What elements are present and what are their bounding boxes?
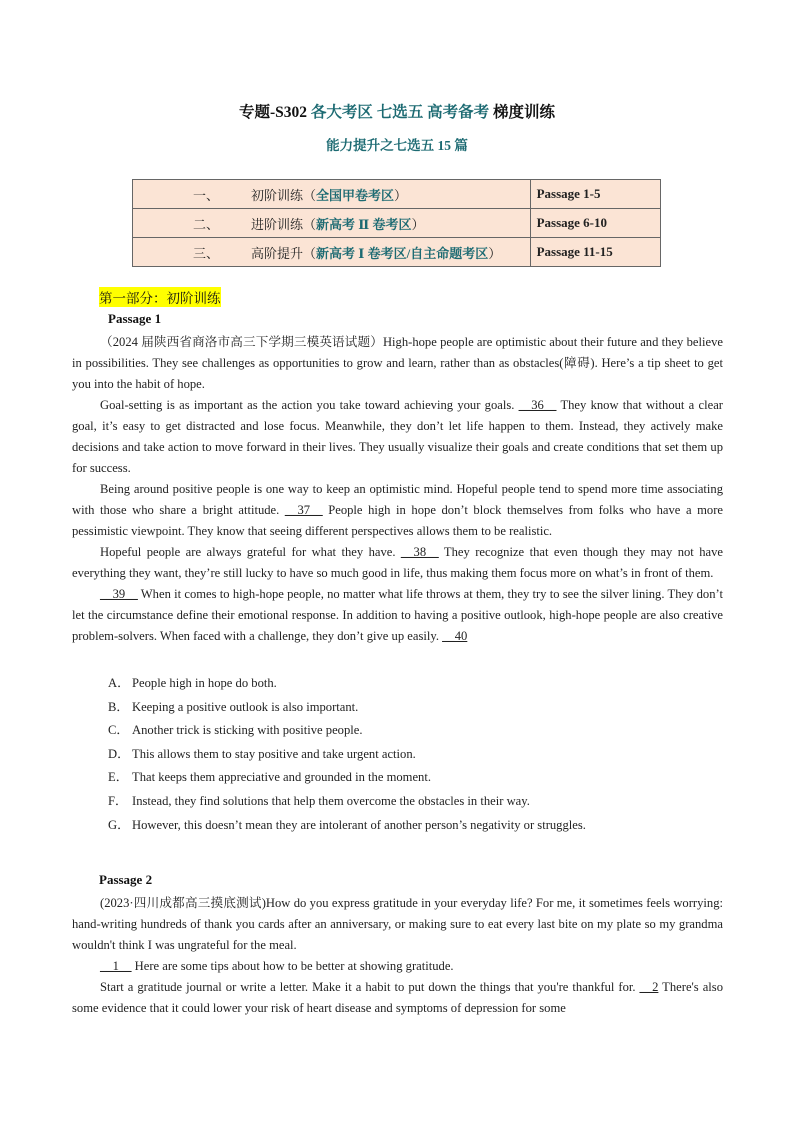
paragraph <box>72 479 723 542</box>
paragraph-text: Being around positive people is one way to keep an optimistic mind. Hopeful people tend to spend more time associating with those who share a bright attitude. <box>72 482 723 517</box>
level-number: 三、 <box>193 245 220 261</box>
option-letter: E． <box>108 770 129 785</box>
passage-1-body <box>72 332 723 647</box>
passage-range: Passage 11-15 <box>530 238 660 267</box>
blank-37: __37__ <box>284 503 323 517</box>
paragraph <box>72 332 723 395</box>
blank-38: __38__ <box>400 545 439 559</box>
paragraph <box>72 893 723 956</box>
level-close: ） <box>411 216 425 232</box>
level-cell <box>133 180 531 209</box>
option-letter: B． <box>108 699 129 714</box>
paragraph <box>72 395 723 479</box>
level-name: 进阶训练（ <box>251 216 317 232</box>
paragraph-text: Here are some tips about how to be better at showing gratitude. <box>131 959 454 973</box>
paragraph-text: When it comes to high-hope people, no matter what life throws at them, they try to see the silver lining. They don’t let the circumstance define their emotional response. In addition to having a positive outlook, high-hope people are also creative problem-solvers. When faced with a challenge, they don’t give up easily. <box>72 587 723 643</box>
option-text: People high in hope do both. <box>132 676 277 690</box>
level-name: 高阶提升（ <box>251 245 317 261</box>
option-item <box>108 743 586 767</box>
options-list <box>108 672 586 837</box>
level-name: 初阶训练（ <box>251 187 317 203</box>
option-letter: A． <box>108 676 130 690</box>
level-cell <box>133 238 531 267</box>
blank-1: __1__ <box>100 959 132 973</box>
table-row <box>133 209 661 238</box>
paragraph-text: Start a gratitude journal or write a letter. Make it a habit to put down the things that you're thankful for. <box>100 980 640 994</box>
option-text: That keeps them appreciative and grounded in the moment. <box>132 770 432 785</box>
option-text: Keeping a positive outlook is also important. <box>132 699 359 714</box>
option-text: However, this doesn’t mean they are intolerant of another person’s negativity or struggles. <box>132 817 586 832</box>
passage-2-title: Passage 2 <box>99 872 153 887</box>
level-close: ） <box>394 187 408 203</box>
title-prefix: 专题-S302 <box>238 104 311 121</box>
level-cell <box>133 209 531 238</box>
document-subtitle: 能力提升之七选五 15 篇 <box>326 138 468 153</box>
title-suffix: 梯度训练 <box>489 104 556 121</box>
passage-1-title: Passage 1 <box>108 311 162 326</box>
paragraph <box>72 956 723 977</box>
option-text: Another trick is sticking with positive people. <box>132 723 363 738</box>
levels-table <box>132 179 661 267</box>
document-title <box>0 100 794 122</box>
passage-range: Passage 1-5 <box>530 180 660 209</box>
passage-range: Passage 6-10 <box>530 209 660 238</box>
option-item <box>108 696 586 720</box>
option-item <box>108 672 586 696</box>
paragraph-text: Hopeful people are always grateful for what they have. <box>100 545 401 559</box>
option-letter: D． <box>108 746 130 761</box>
paragraph-text: There's also some evidence that it could lower your risk of heart disease and symptoms of depression for some <box>72 980 723 1015</box>
paragraph-text: People high in hope don’t block themselves from folks who have a more pessimistic viewpoint. They know that seeing different perspectives allows them to be realistic. <box>72 503 723 538</box>
paragraph-text: They recognize that even though they may not have everything they want, they’re still lucky to have so much good in life, thus making them focus more on what’s in front of them. <box>72 545 723 580</box>
blank-40: __40 <box>442 629 468 643</box>
level-region: 新高考 Ⅱ 卷考区 <box>316 216 412 232</box>
level-region: 全国甲卷考区 <box>316 187 395 203</box>
paragraph-text: （2024 届陕西省商洛市高三下学期三模英语试题）High-hope people are optimistic about their future and they believe in possibilities. They see challenges as opportunities to grow and learn, rather than as obstacles(障碍). Here’s a tip sheet to get you into the habit of hope. <box>72 335 723 391</box>
table-row <box>133 238 661 267</box>
table-row <box>133 180 661 209</box>
blank-36: __36__ <box>518 398 557 412</box>
paragraph <box>72 977 723 1019</box>
blank-39: __39__ <box>100 587 138 601</box>
option-letter: G． <box>108 817 130 832</box>
paragraph-text: (2023·四川成都高三摸底测试)How do you express gratitude in your everyday life? For me, it sometimes feels worrying: hand-writing hundreds of thank you cards after an anniversary, or making sure to eat every last bite on my plate so my grandma wouldn't think I was ungrateful for the meal. <box>72 896 723 952</box>
option-item <box>108 766 586 790</box>
option-text: This allows them to stay positive and take urgent action. <box>132 746 416 761</box>
paragraph <box>72 542 723 584</box>
option-letter: F． <box>108 793 128 808</box>
level-close: ） <box>488 245 502 261</box>
blank-2: __2 <box>639 980 659 994</box>
option-item <box>108 719 586 743</box>
option-item <box>108 814 586 838</box>
option-text: Instead, they find solutions that help them overcome the obstacles in their way. <box>132 793 530 808</box>
section-label: 第一部分：初阶训练 <box>99 287 221 307</box>
option-item <box>108 790 586 814</box>
paragraph-text: Goal-setting is as important as the action you take toward achieving your goals. <box>100 398 519 412</box>
paragraph-text: They know that without a clear goal, it’s easy to get distracted and lose focus. Meanwhile, they don’t let life happen to them. Instead, they actively make decisions and take action to move forward in their lives. They usually visualize their goals and create conditions that set them up for success. <box>72 398 723 475</box>
option-letter: C． <box>108 723 129 738</box>
level-number: 二、 <box>193 216 220 232</box>
paragraph <box>72 584 723 647</box>
passage-2-body <box>72 893 723 1019</box>
level-number: 一、 <box>193 187 220 203</box>
title-highlight: 各大考区 七选五 高考备考 <box>310 104 490 121</box>
level-region: 新高考 Ⅰ 卷考区/自主命题考区 <box>316 245 489 261</box>
